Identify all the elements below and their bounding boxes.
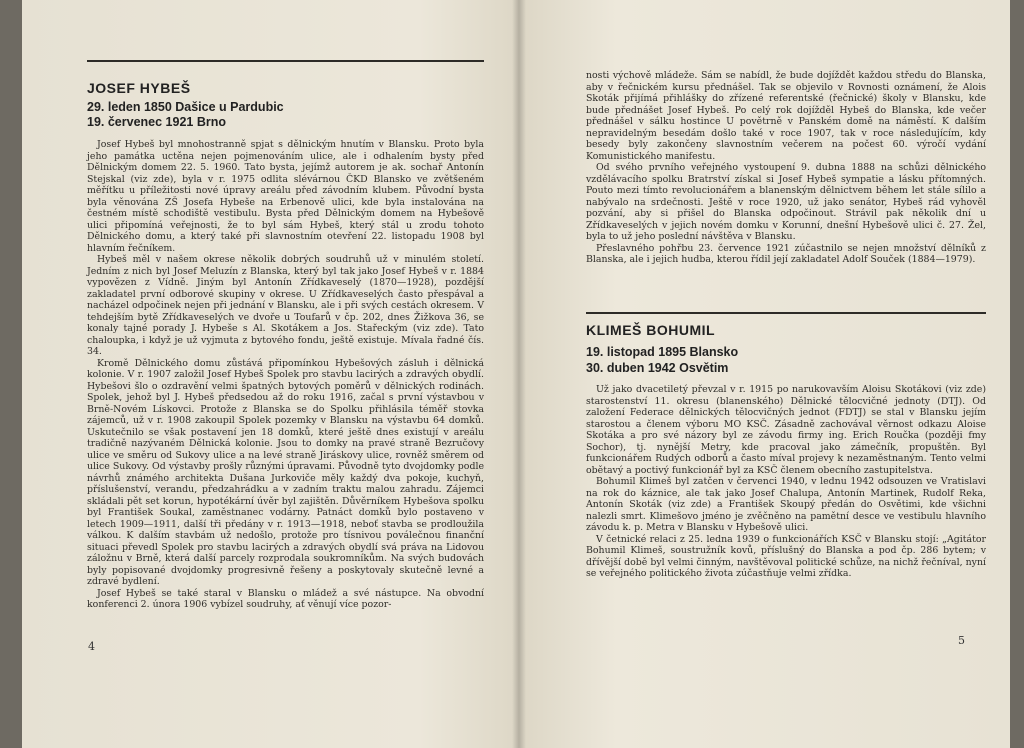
left-page	[22, 0, 518, 748]
paragraph: nosti výchově mládeže. Sám se nabídl, že bude dojíždět každou středu do Blanska, aby v řečnickém kursu přednášel. Tak se objevilo v Rovnosti oznámení, že Alois Skoták přijímá přihlášky do zřízené referentské (řečnické) školy v Blansku, kde bude přednášet Josef Hybeš. Po celý rok dojížděl Hybeš do Blanska, kde večer přednášel v sálku hostince U povětrně v Panském domě na náměstí. K dalším nepravidelným besedám došlo také v roce 1907, tak v roce následujícím, kdy besedy byly zakončeny slavnostním večerem na počest 60. výročí vydání Komunistického manifestu.	[586, 70, 986, 162]
paragraph: Bohumil Klimeš byl zatčen v červenci 1940, v lednu 1942 odsouzen ve Vratislavi na rok do káznice, ale tak jako Josef Chalupa, Antonín Martinek, Rudolf Reka, Antonín Skoták (viz zde) a František Skoupý předán do Osvětimi, kde všichni nalezli smrt. Klimešovo jméno je zvěčněno na pamětní desce ve vestibulu hlavního závodu k. p. Metra v Blansku v Hybešově ulici.	[586, 476, 986, 533]
top-rule	[87, 60, 484, 62]
paragraph: Kromě Dělnického domu zůstává připomínkou Hybešových zásluh i dělnická kolonie. V r. 1907 založil Josef Hybeš Spolek pro stavbu lacirých a zdravých obydlí. Hybešovi šlo o ozdravění velmi špatných bytových poměrů v dělnických rodinách. Spolek, jehož byl J. Hybeš předsedou až do roku 1916, začal s první výstavbou v Brně-Novém Lískovci. Protože z Blanska se do Spolku přihlásila téměř stovka zájemců, už v r. 1908 zakoupil Spolek pozemky v Blansku na výstavbu 64 domků. Uskutečnilo se však postavení jen 18 domků, které ještě dnes existují v areálu tradičně nazývaném Dělnická kolonie. Jsou to domky na pravé straně Bezručovy ulice ve směru od Sukovy ulice a na levé straně Jiráskovy ulice, rovněž směrem od ulice Sukovy. Od výstavby prošly různými úpravami. Původně tyto dvojdomky podle návrhů známého architekta Dušana Jurkoviče měly každý dva pokoje, kuchyň, příslušenství, verandu, předzahrádku a v zadním traktu malou zahradu. Zájemci skládali pět set korun, hypotékární úvěr byl zajištěn. Důvěrníkem Hybešova spolku byl František Soukal, zaměstnanec vodárny. Patnáct domků bylo postaveno v letech 1909—1911, další tři předány v r. 1913—1918, neboť stavba se prodloužila válkou. K dalším stavbám už nedošlo, protože pro tísnivou poválečnou finanční situaci převedl Spolek pro stavbu lacirých a zdravých obydlí svá práva na Lidovou záložnu v Brně, která další parcely rozprodala soukromníkům. Na svých budovách byly popisované dvojdomky progresivně řešeny a poskytovaly skutečně levné a zdravé bydlení.	[87, 357, 484, 587]
body-text	[87, 139, 484, 611]
birth-line: 19. listopad 1895 Blansko	[586, 345, 739, 359]
body-text-top	[586, 70, 986, 266]
body-text-bottom	[586, 384, 986, 580]
person-heading: JOSEF HYBEŠ	[87, 80, 191, 96]
section-rule	[586, 312, 986, 314]
paragraph: Josef Hybeš byl mnohostranně spjat s dělnickým hnutím v Blansku. Proto byla jeho památka uctěna nejen pojmenováním ulice, ale i odhalením bysty před Dělnickým domem 22. 5. 1960. Tato bysta, jejímž autorem je ak. sochař Antonín Stejskal (viz zde), byla v r. 1975 odlita slévárnou ČKD Blansko ve zvětšeném měřítku u příležitosti nové úpravy areálu před závodním klubem. Původní bysta byla věnována ZŠ Josefa Hybeše na Erbenově ulici, kde byla instalována na čestném místě schodiště vestibulu. Bysta před Dělnickým domem na Hybešově ulici připomíná veřejnosti, že to byl sám Hybeš, který stál u zrodu tohoto Dělnického domu, a který také při slavnostním otevření 22. listopadu 1908 byl hlavním řečníkem.	[87, 139, 484, 254]
person-heading: KLIMEŠ BOHUMIL	[586, 322, 716, 338]
death-line: 30. duben 1942 Osvětim	[586, 361, 729, 375]
paragraph: Už jako dvacetiletý převzal v r. 1915 po narukovavším Aloisu Skotákovi (viz zde) starostenství 11. okresu (blanenského) Dělnické tělocvičné jednoty (DTJ). Od založení Federace dělnických tělocvičných jednot (FDTJ) se stal v Blansku jejím starostou a členem výboru MO KSČ. Zásadně zachovával věrnost odkazu Aloise Skotáka a pro své názory byl ze závodu firmy ing. Erich Roučka (později fmy Sochor), tj. nynější Metry, kde pracoval jako zámečník, propuštěn. Byl funkcionářem Rudých odborů a často míval projevy k nezaměstnaným. Tento velmi obětavý a poctivý funkcionář byl za KSČ členem obecního zastupitelstva.	[586, 384, 986, 476]
death-line: 19. červenec 1921 Brno	[87, 115, 226, 129]
page-number: 4	[88, 640, 95, 653]
book-gutter	[512, 0, 526, 748]
paragraph: Josef Hybeš se také staral v Blansku o mládež a své nástupce. Na obvodní konferenci 2. února 1906 vybízel soudruhy, ať věnují více pozor-	[87, 587, 484, 610]
paragraph: Hybeš měl v našem okrese několik dobrých soudruhů už v minulém století. Jedním z nich byl Josef Meluzín z Blanska, který byl tak jako Josef Hybeš v r. 1884 vypovězen z Vídně. Jiným byl Antonín Zřídkaveselý (1870—1928), pozdější zakladatel první odborové skupiny v okrese. U Zřídkaveselých často přespával a nacházel odpočinek nejen při jednání v Blansku, ale i při svých cestách okresem. V tehdejším bytě Zřídkaveselých ve dvoře u Toufarů v čp. 202, dnes Žižkova 36, se konaly tajné porady J. Hybeše s Al. Skotákem a Jos. Stařeckým (viz zde). Tato chaloupka, i když je už vyjmuta z bytového fondu, ještě existuje. Mívala řadné čís. 34.	[87, 254, 484, 357]
paragraph: Od svého prvního veřejného vystoupení 9. dubna 1888 na schůzi dělnického vzdělávacího spolku Bratrství získal si Josef Hybeš sympatie a lásku přítomných. Pouto mezi tímto revolucionářem a blanenským dělnictvem během let stále sílilo a nabývalo na srdečnosti. Ještě v roce 1920, už jako senátor, Hybeš rád vyhověl pozvání, aby si přišel do Blanska odpočinout. Strávil pak několik dní u Zřídkaveselých v jejich novém domku v Korunní, dnešní Hybešově ulici č. 27. Žel, byla to už jeho poslední návštěva v Blansku.	[586, 162, 986, 242]
page-number: 5	[958, 634, 965, 647]
paragraph: Přeslavného pohřbu 23. července 1921 zúčastnilo se nejen množství dělníků z Blanska, ale i jejich hudba, kterou řídil její zakladatel Adolf Souček (1884—1979).	[586, 242, 986, 265]
paragraph: V četnické relaci z 25. ledna 1939 o funkcionářích KSČ v Blansku stojí: „Agitátor Bohumil Klimeš, soustružník kovů, příslušný do Blanska a pod čp. 286 bytem; v dřívější době byl velmi činným, navštěvoval politické schůze, na nichž řečníval, nyní se veřejného politického života zúčastňuje velmi zřídka.	[586, 533, 986, 579]
right-page	[518, 0, 1010, 748]
birth-line: 29. leden 1850 Dašice u Pardubic	[87, 100, 284, 114]
